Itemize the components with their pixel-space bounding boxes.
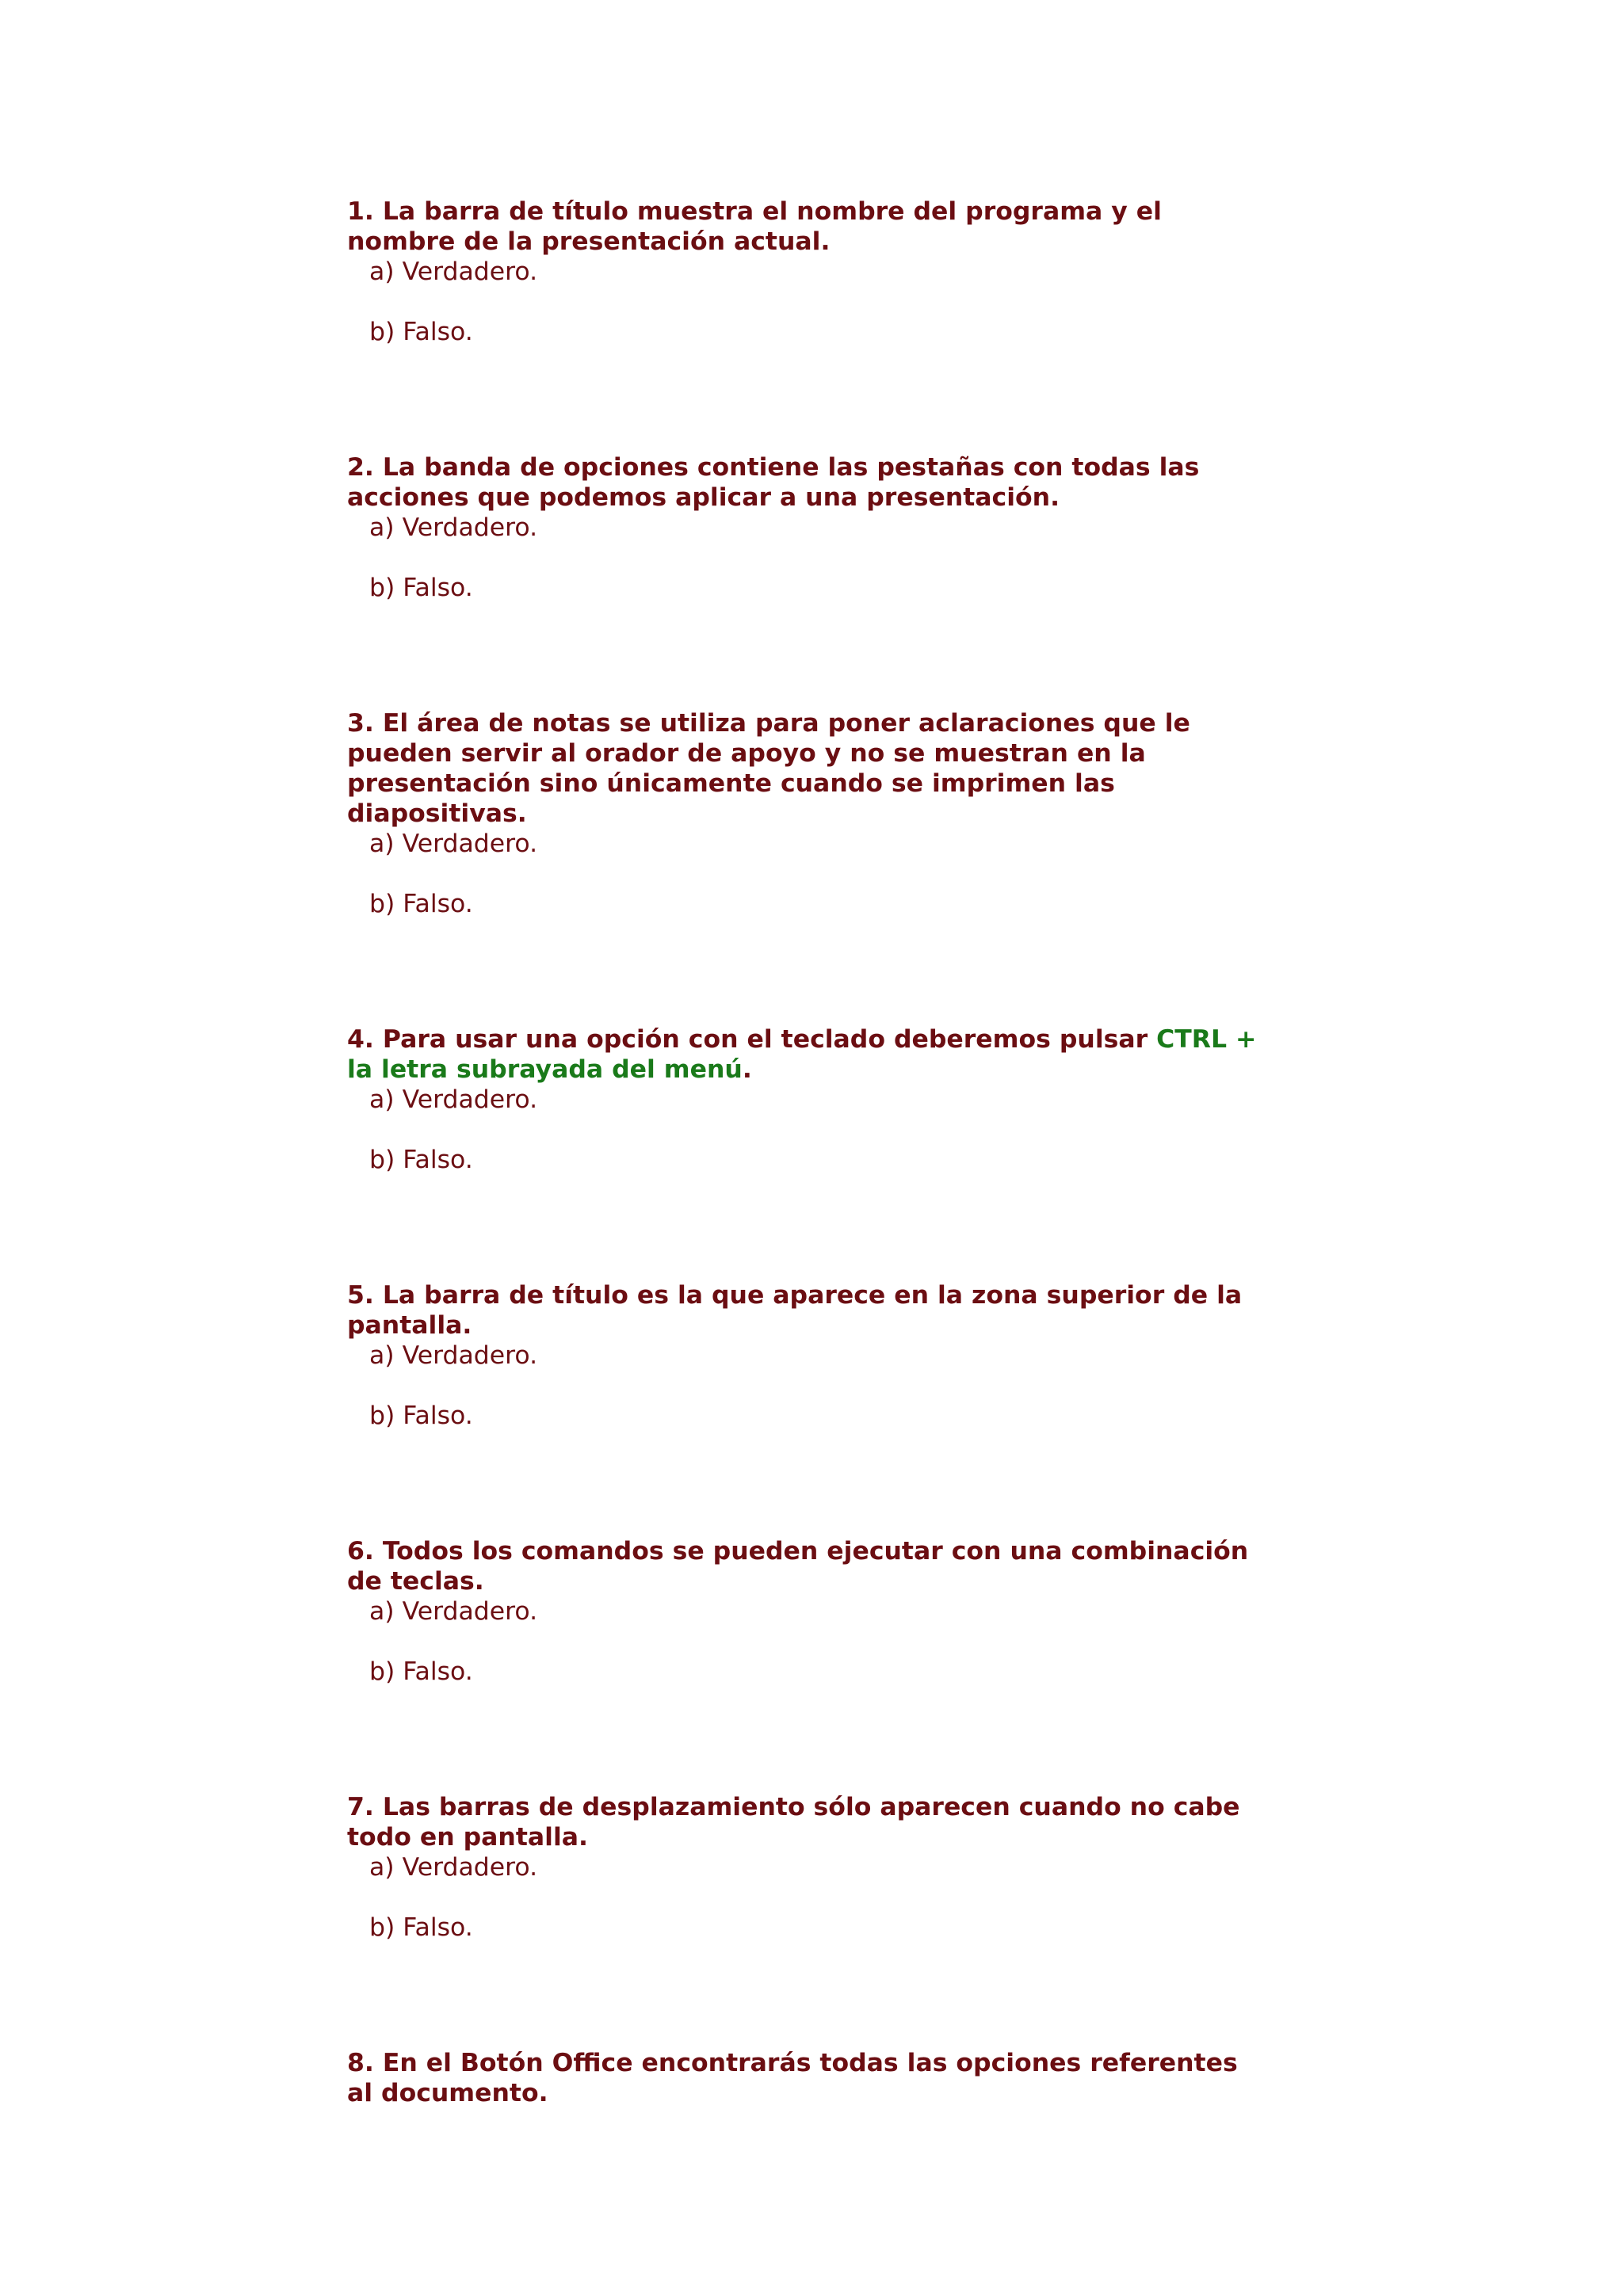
option-true[interactable]: a) Verdadero. xyxy=(369,1853,538,1882)
question-number: 6. xyxy=(347,1537,374,1566)
question-3 xyxy=(347,708,1266,919)
option-true[interactable]: a) Verdadero. xyxy=(369,513,538,542)
question-6 xyxy=(347,1536,1266,1687)
question-text xyxy=(347,2048,1266,2108)
option-false[interactable]: b) Falso. xyxy=(369,1146,473,1174)
question-number: 7. xyxy=(347,1793,374,1821)
question-number: 8. xyxy=(347,2049,374,2077)
question-text xyxy=(347,452,1266,513)
option-true[interactable]: a) Verdadero. xyxy=(369,257,538,286)
question-4 xyxy=(347,1024,1266,1175)
question-text xyxy=(347,1280,1266,1341)
question-number: 1. xyxy=(347,197,374,226)
question-text xyxy=(347,708,1266,829)
option-false[interactable]: b) Falso. xyxy=(369,1913,473,1942)
question-statement: Las barras de desplazamiento sólo aparecen cuando no cabe todo en pantalla. xyxy=(347,1793,1240,1852)
option-false[interactable]: b) Falso. xyxy=(369,1657,473,1686)
question-number: 3. xyxy=(347,709,374,738)
question-2 xyxy=(347,452,1266,603)
question-number: 5. xyxy=(347,1281,374,1310)
question-statement: En el Botón Office encontrarás todas las opciones referentes al documento. xyxy=(347,2049,1238,2107)
question-statement: La barra de título es la que aparece en la zona superior de la pantalla. xyxy=(347,1281,1243,1340)
question-number: 2. xyxy=(347,453,374,482)
question-statement: El área de notas se utiliza para poner aclaraciones que le pueden servir al orador de apoyo y no se muestran en la presentación sino únicamente cuando se imprimen las diapositivas. xyxy=(347,709,1190,828)
question-text xyxy=(347,196,1266,257)
question-number: 4. xyxy=(347,1025,374,1054)
option-true[interactable]: a) Verdadero. xyxy=(369,1341,538,1370)
question-8 xyxy=(347,2048,1266,2108)
option-true[interactable]: a) Verdadero. xyxy=(369,830,538,858)
option-false[interactable]: b) Falso. xyxy=(369,574,473,602)
question-1 xyxy=(347,196,1266,347)
option-false[interactable]: b) Falso. xyxy=(369,890,473,918)
option-true[interactable]: a) Verdadero. xyxy=(369,1085,538,1114)
question-statement: La barra de título muestra el nombre del programa y el nombre de la presentación actual. xyxy=(347,197,1162,256)
question-7 xyxy=(347,1792,1266,1943)
question-text xyxy=(347,1536,1266,1596)
option-false[interactable]: b) Falso. xyxy=(369,318,473,346)
option-false[interactable]: b) Falso. xyxy=(369,1402,473,1430)
question-5 xyxy=(347,1280,1266,1431)
question-text xyxy=(347,1024,1266,1085)
question-text xyxy=(347,1792,1266,1852)
question-statement-end: . xyxy=(742,1055,752,1084)
option-true[interactable]: a) Verdadero. xyxy=(369,1597,538,1626)
question-statement: Para usar una opción con el teclado deberemos pulsar xyxy=(382,1025,1148,1054)
question-statement: Todos los comandos se pueden ejecutar con una combinación de teclas. xyxy=(347,1537,1249,1596)
highlighted-shortcut: CTRL + la letra subrayada del menú xyxy=(347,1025,1257,1084)
quiz-list xyxy=(347,196,1266,2108)
question-statement: La banda de opciones contiene las pestañas con todas las acciones que podemos aplicar a una presentación. xyxy=(347,453,1200,512)
